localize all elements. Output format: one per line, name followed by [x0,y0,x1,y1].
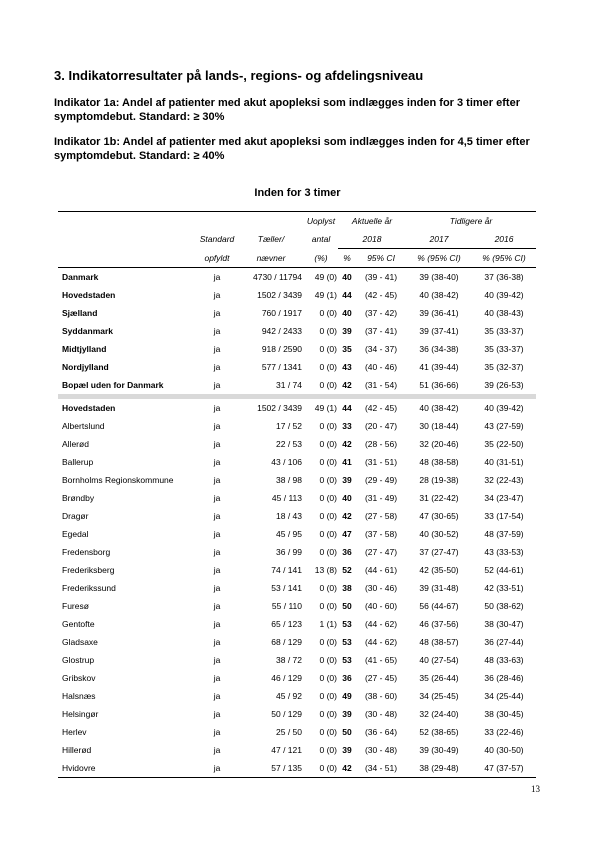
row-ci: (36 - 64) [364,727,398,737]
row-ci: (42 - 45) [364,290,398,300]
row-name: Herlev [62,727,87,737]
row-standard: ja [213,709,221,719]
row-fraction: 45 / 92 [276,691,302,701]
row-missing: 0 (0) [304,759,338,778]
row-2017: 51 (36-66) [419,380,459,390]
header-tidligere-aar: Tidligere år [406,212,536,231]
header-uoplyst: Uoplyst [304,212,338,231]
row-fraction: 577 / 1341 [261,362,302,372]
table-row [58,741,536,759]
table-row [58,561,536,579]
row-ci: (40 - 60) [364,601,398,611]
table-row [58,705,536,723]
table-row [58,417,536,435]
row-name: Midtjylland [62,344,107,354]
row-2017: 39 (38-40) [419,272,459,282]
row-2016: 42 (33-51) [484,583,524,593]
row-name: Gladsaxe [62,637,98,647]
row-percent: 38 [342,583,352,593]
row-2016: 34 (23-47) [484,493,524,503]
row-name: Hvidovre [58,759,196,778]
row-fraction: 17 / 52 [276,421,302,431]
row-ci: (30 - 46) [364,583,398,593]
table-row [58,489,536,507]
header-pct-ci-2017: % (95% CI) [406,249,472,268]
row-percent: 39 [342,709,352,719]
row-ci: (41 - 65) [364,655,398,665]
row-name: Gentofte [62,619,95,629]
header-aktuelle-aar: Aktuelle år [338,212,406,231]
row-standard: ja [213,673,221,683]
table-header [58,212,536,268]
row-percent: 39 [342,745,352,755]
row-ci: (31 - 51) [364,457,398,467]
row-2016: 40 (39-42) [484,290,524,300]
row-percent: 35 [342,344,352,354]
row-ci: (27 - 47) [364,547,398,557]
row-percent: 49 [342,691,352,701]
row-standard: ja [213,290,221,300]
row-ci: (34 - 51) [356,759,406,778]
table-row [58,453,536,471]
row-missing: 0 (0) [319,601,337,611]
row-name: Helsingør [62,709,99,719]
row-fraction: 942 / 2433 [261,326,302,336]
row-ci: (27 - 58) [364,511,398,521]
row-2017: 39 (36-41) [419,308,459,318]
row-fraction: 65 / 123 [271,619,302,629]
row-fraction: 74 / 141 [271,565,302,575]
table-row [58,525,536,543]
row-standard: ja [213,326,221,336]
row-ci: (44 - 61) [364,565,398,575]
row-name: Gribskov [62,673,96,683]
row-fraction: 68 / 129 [271,637,302,647]
row-2017: 39 (30-49) [419,745,459,755]
row-2016: 47 (37-57) [472,759,536,778]
row-2016: 38 (30-45) [484,709,524,719]
row-name: Frederikssund [62,583,116,593]
row-standard: ja [213,457,221,467]
row-percent: 53 [342,655,352,665]
row-missing: 0 (0) [319,655,337,665]
row-name: Hovedstaden [62,290,116,300]
row-percent: 42 [342,380,352,390]
row-fraction: 18 / 43 [276,511,302,521]
row-standard: ja [196,759,238,778]
row-2017: 32 (24-40) [419,709,459,719]
row-2016: 43 (27-59) [484,421,524,431]
row-standard: ja [213,403,221,413]
row-ci: (38 - 60) [364,691,398,701]
row-ci: (27 - 45) [364,673,398,683]
row-fraction: 47 / 121 [271,745,302,755]
row-percent: 39 [342,475,352,485]
header-naevner: nævner [238,249,304,268]
row-ci: (37 - 42) [364,308,398,318]
row-name: Ballerup [62,457,94,467]
row-percent: 47 [342,529,352,539]
row-2017: 41 (39-44) [419,362,459,372]
results-table [58,211,536,778]
table-row [58,471,536,489]
header-ci95: 95% CI [356,249,406,268]
row-missing: 0 (0) [319,637,337,647]
table-row [58,723,536,741]
row-2017: 46 (37-56) [419,619,459,629]
row-2017: 36 (34-38) [419,344,459,354]
table-row [58,340,536,358]
row-2017: 40 (38-42) [419,290,459,300]
row-ci: (30 - 48) [364,709,398,719]
header-pct-paren: (%) [304,249,338,268]
row-2016: 50 (38-62) [484,601,524,611]
row-standard: ja [213,727,221,737]
row-fraction: 43 / 106 [271,457,302,467]
row-ci: (37 - 41) [364,326,398,336]
row-2016: 40 (30-50) [484,745,524,755]
row-2017: 40 (27-54) [419,655,459,665]
header-pct-ci-2016: % (95% CI) [472,249,536,268]
row-2016: 38 (30-47) [484,619,524,629]
row-missing: 0 (0) [319,493,337,503]
row-standard: ja [213,493,221,503]
row-percent: 42 [342,439,352,449]
row-standard: ja [213,439,221,449]
row-2017: 48 (38-58) [419,457,459,467]
row-percent: 40 [342,308,352,318]
row-percent: 36 [342,673,352,683]
table-row [58,651,536,669]
page-number: 13 [531,784,540,794]
row-ci: (44 - 62) [364,619,398,629]
row-standard: ja [213,344,221,354]
row-standard: ja [213,691,221,701]
row-name: Bornholms Regionskommune [62,475,174,485]
header-antal: antal [311,234,331,245]
row-percent: 53 [342,637,352,647]
row-fraction: 4730 / 11794 [253,272,302,282]
row-standard: ja [213,565,221,575]
row-missing: 0 (0) [319,326,337,336]
row-2017: 35 (26-44) [419,673,459,683]
row-percent: 33 [342,421,352,431]
row-2017: 37 (27-47) [419,547,459,557]
table-row [58,358,536,376]
row-standard: ja [213,362,221,372]
row-name: Halsnæs [62,691,96,701]
row-2016: 48 (33-63) [484,655,524,665]
row-percent: 53 [342,619,352,629]
row-percent: 36 [342,547,352,557]
row-2016: 35 (32-37) [484,362,524,372]
row-name: Danmark [62,272,99,282]
row-fraction: 36 / 99 [276,547,302,557]
table-row [58,304,536,322]
row-name: Bopæl uden for Danmark [62,380,164,390]
row-missing: 0 (0) [319,709,337,719]
row-percent: 42 [342,511,352,521]
row-missing: 0 (0) [319,380,337,390]
row-name: Hovedstaden [62,403,116,413]
row-standard: ja [213,655,221,665]
row-2017: 40 (30-52) [419,529,459,539]
row-fraction: 45 / 113 [271,493,302,503]
row-standard: ja [213,601,221,611]
row-missing: 0 (0) [319,308,337,318]
table-row [58,322,536,340]
row-2017: 39 (31-48) [419,583,459,593]
row-ci: (20 - 47) [364,421,398,431]
table-row [58,376,536,394]
row-missing: 0 (0) [319,727,337,737]
row-standard: ja [213,583,221,593]
row-standard: ja [213,529,221,539]
row-name: Syddanmark [62,326,114,336]
row-standard: ja [213,511,221,521]
row-2016: 52 (44-61) [484,565,524,575]
row-missing: 49 (1) [314,403,337,413]
row-2016: 34 (25-44) [484,691,524,701]
row-missing: 0 (0) [319,547,337,557]
row-2017: 42 (35-50) [419,565,459,575]
section-heading: 3. Indikatorresultater på lands-, regions- og afdelingsniveau [54,68,424,83]
row-fraction: 1502 / 3439 [257,290,302,300]
row-2017: 39 (37-41) [419,326,459,336]
row-2017: 48 (38-57) [419,637,459,647]
row-missing: 0 (0) [319,691,337,701]
results-table-container [58,211,536,778]
row-fraction: 57 / 135 [238,759,304,778]
row-2017: 32 (20-46) [419,439,459,449]
row-standard: ja [213,272,221,282]
table-row [58,633,536,651]
row-percent: 42 [338,759,356,778]
row-missing: 0 (0) [319,583,337,593]
table-row [58,268,536,287]
header-opfyldt: opfyldt [196,249,238,268]
row-2016: 36 (27-44) [484,637,524,647]
row-2017: 56 (44-67) [419,601,459,611]
row-name: Glostrup [62,655,95,665]
row-ci: (39 - 41) [364,272,398,282]
table-title: Inden for 3 timer [254,187,341,199]
table-row [58,669,536,687]
table-row [58,286,536,304]
row-ci: (40 - 46) [364,362,398,372]
row-name: Brøndby [62,493,95,503]
row-percent: 44 [342,403,352,413]
row-2016: 32 (22-43) [484,475,524,485]
table-row [58,399,536,417]
row-2016: 35 (22-50) [484,439,524,449]
row-fraction: 25 / 50 [276,727,302,737]
row-ci: (34 - 37) [364,344,398,354]
indicator-1b-text: Indikator 1b: Andel af patienter med akut apopleksi som indlægges inden for 4,5 timer efter symptomdebut. Standard: ≥ 40% [54,136,530,162]
row-2017: 47 (30-65) [419,511,459,521]
row-name: Sjælland [62,308,98,318]
row-percent: 41 [342,457,352,467]
row-name: Hillerød [62,745,92,755]
row-name: Albertslund [62,421,105,431]
row-2016: 35 (33-37) [484,344,524,354]
row-missing: 49 (0) [314,272,337,282]
row-missing: 0 (0) [319,439,337,449]
row-2016: 36 (28-46) [484,673,524,683]
row-missing: 0 (0) [319,362,337,372]
row-missing: 1 (1) [319,619,337,629]
row-missing: 0 (0) [319,475,337,485]
row-missing: 0 (0) [319,421,337,431]
header-taeller: Tæller/ [257,234,285,245]
row-fraction: 46 / 129 [271,673,302,683]
row-standard: ja [213,637,221,647]
row-ci: (31 - 54) [364,380,398,390]
row-2017: 38 (29-48) [406,759,472,778]
row-2016: 40 (39-42) [484,403,524,413]
row-percent: 52 [342,565,352,575]
row-missing: 0 (0) [319,529,337,539]
row-standard: ja [213,380,221,390]
row-2016: 43 (33-53) [484,547,524,557]
row-name: Furesø [62,601,89,611]
row-2016: 35 (33-37) [484,326,524,336]
row-missing: 49 (1) [314,290,337,300]
row-fraction: 53 / 141 [271,583,302,593]
row-fraction: 1502 / 3439 [257,403,302,413]
row-fraction: 55 / 110 [271,601,302,611]
row-fraction: 31 / 74 [276,380,302,390]
row-ci: (31 - 49) [364,493,398,503]
row-fraction: 760 / 1917 [261,308,302,318]
row-ci: (44 - 62) [364,637,398,647]
row-2017: 30 (18-44) [419,421,459,431]
row-missing: 0 (0) [319,457,337,467]
row-2017: 52 (38-65) [419,727,459,737]
header-pct: % [338,249,356,268]
row-missing: 0 (0) [319,745,337,755]
table-row [58,687,536,705]
row-missing: 0 (0) [319,511,337,521]
row-percent: 44 [342,290,352,300]
row-percent: 40 [342,272,352,282]
row-percent: 40 [342,493,352,503]
row-2016: 33 (17-54) [484,511,524,521]
row-2017: 31 (22-42) [419,493,459,503]
table-row [58,759,536,778]
header-year-prev1: 2017 [406,230,472,249]
row-ci: (30 - 48) [364,745,398,755]
row-2016: 48 (37-59) [484,529,524,539]
header-year-prev2: 2016 [472,230,536,249]
table-row [58,579,536,597]
row-ci: (28 - 56) [364,439,398,449]
row-percent: 50 [342,727,352,737]
row-name: Dragør [62,511,89,521]
table-row [58,543,536,561]
row-fraction: 918 / 2590 [261,344,302,354]
indicator-1a-text: Indikator 1a: Andel af patienter med akut apopleksi som indlægges inden for 3 timer efter symptomdebut. Standard: ≥ 30% [54,97,520,123]
row-fraction: 38 / 72 [276,655,302,665]
header-year-current: 2018 [338,230,406,249]
row-missing: 0 (0) [319,344,337,354]
row-ci: (37 - 58) [364,529,398,539]
row-name: Nordjylland [62,362,109,372]
row-standard: ja [213,308,221,318]
row-missing: 13 (8) [314,565,337,575]
row-name: Allerød [62,439,89,449]
row-2016: 37 (36-38) [484,272,524,282]
row-percent: 50 [342,601,352,611]
header-standard: Standard [199,234,235,245]
row-fraction: 38 / 98 [276,475,302,485]
row-2017: 40 (38-42) [419,403,459,413]
row-2016: 33 (22-46) [484,727,524,737]
row-2017: 34 (25-45) [419,691,459,701]
row-standard: ja [213,619,221,629]
row-fraction: 50 / 129 [271,709,302,719]
row-name: Frederiksberg [62,565,115,575]
row-fraction: 22 / 53 [276,439,302,449]
table-row [58,435,536,453]
row-percent: 39 [342,326,352,336]
table-body [58,268,536,778]
row-missing: 0 (0) [319,673,337,683]
row-standard: ja [213,475,221,485]
table-row [58,507,536,525]
table-row [58,597,536,615]
row-name: Fredensborg [62,547,111,557]
row-standard: ja [213,547,221,557]
row-ci: (42 - 45) [364,403,398,413]
row-2017: 28 (19-38) [419,475,459,485]
row-percent: 43 [342,362,352,372]
row-standard: ja [213,745,221,755]
row-2016: 40 (31-51) [484,457,524,467]
row-standard: ja [213,421,221,431]
row-fraction: 45 / 95 [276,529,302,539]
row-2016: 39 (26-53) [484,380,524,390]
row-ci: (29 - 49) [364,475,398,485]
table-row [58,615,536,633]
row-2016: 40 (38-43) [484,308,524,318]
row-name: Egedal [62,529,89,539]
